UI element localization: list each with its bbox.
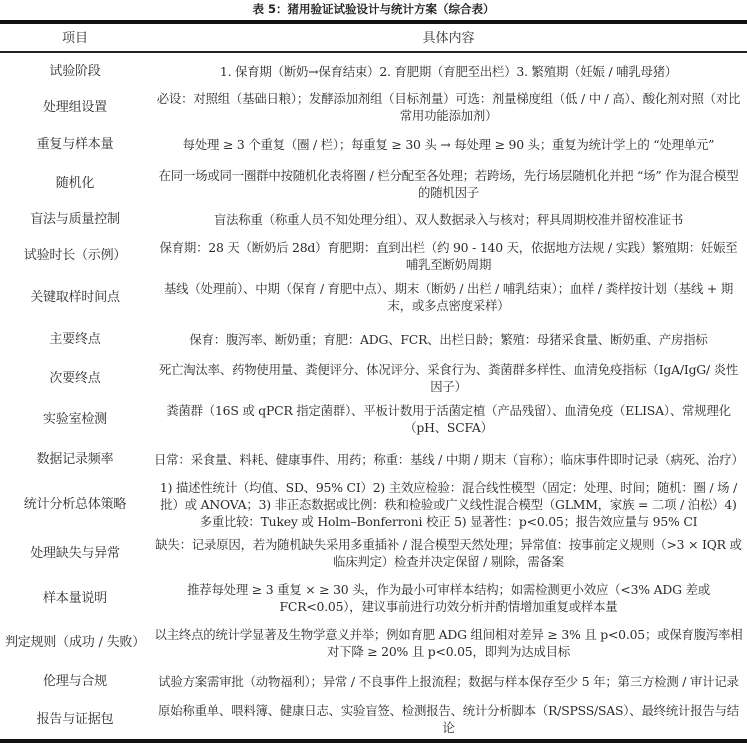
top-rule — [0, 20, 747, 24]
row-content: 保育期：28 天（断奶后 28d）育肥期：直到出栏（约 90 - 140 天，依据地方法规 / 实践）繁殖期：妊娠至哺乳至断奶周期 — [159, 239, 738, 272]
row-item: 试验阶段 — [49, 63, 101, 79]
row-content: 粪菌群（16S 或 qPCR 指定菌群）、平板计数用于活菌定植（产品残留）、血清免疫（ELISA）、常规理化（pH、SCFA） — [166, 403, 731, 435]
table-row — [0, 531, 747, 575]
table-header — [0, 26, 747, 52]
row-item: 数据记录频率 — [36, 452, 114, 467]
row-content: 在同一场或同一圈群中按随机化表将圈 / 栏分配至各处理；若跨场，先行场层随机化并把 “场” 作为混合模型的随机因子 — [158, 167, 739, 200]
table-row — [0, 275, 747, 319]
row-item: 统计分析总体策略 — [23, 497, 127, 512]
row-item: 关键取样时间点 — [30, 289, 120, 305]
row-content: 推荐每处理 ≥ 3 重复 × ≥ 30 头，作为最小可审样本结构；如需检测更小效应（<3% ADG 差或 FCR<0.05），建议事前进行功效分析并酌情增加重复或样本量 — [187, 582, 710, 614]
design-table — [0, 53, 747, 739]
row-item: 盲法与质量控制 — [30, 212, 120, 227]
row-item: 次要终点 — [49, 370, 101, 386]
table-row — [0, 478, 747, 531]
row-content: 死亡淘汰率、药物使用量、粪便评分、体况评分、采食行为、粪菌群多样性、血清免疫指标（IgA/IgG/ 炎性因子） — [158, 362, 739, 394]
row-content: 1. 保育期（断奶→保育结束）2. 育肥期（育肥至出栏）3. 繁殖期（妊娠 / 哺乳母猪） — [219, 63, 678, 79]
row-content: 必设：对照组（基础日粮）；发酵添加剂组（目标剂量）可选：剂量梯度组（低 / 中 / 高）、酸化剂对照（对比常用功能添加剂） — [156, 91, 741, 123]
row-item: 试验时长（示例） — [23, 248, 127, 263]
table-row — [0, 319, 747, 359]
table-row — [0, 125, 747, 164]
row-content: 盲法称重（称重人员不知处理分组）、双人数据录入与核对；秤具周期校准并留校准证书 — [213, 212, 684, 227]
row-item: 处理缺失与异常 — [30, 545, 120, 561]
bottom-rule — [0, 739, 747, 743]
row-content: 1) 描述性统计（均值、SD、95% CI）2) 主效应检验：混合线性模型（固定：处理、时间；随机：圈 / 场 / 批）或 ANOVA；3) 非正态数据或比例：秩和检验或广义线性混合模型（GLMM，家族 = 二项 / 泊松）4) 多重比较：Tukey 或 Holm–Bonferroni 校正 5) 显著性：p<0.05；报告效应量与 95% CI — [159, 480, 738, 529]
row-item: 样本量说明 — [42, 590, 107, 606]
row-item: 报告与证据包 — [36, 711, 114, 727]
row-content: 每处理 ≥ 3 个重复（圈 / 栏）；每重复 ≥ 30 头 → 每处理 ≥ 90 头；重复为统计学上的 “处理单元” — [182, 137, 715, 152]
header-content: 具体内容 — [422, 31, 475, 46]
table-row — [0, 397, 747, 441]
table-row — [0, 203, 747, 236]
row-content: 日常：采食量、料耗、健康事件、用药；称重：基线 / 中期 / 期末（盲称）；临床事件即时记录（病死、治疗） — [154, 452, 744, 467]
row-item: 主要终点 — [49, 331, 101, 347]
table-row — [0, 621, 747, 664]
row-item: 重复与样本量 — [36, 137, 114, 152]
table-row — [0, 664, 747, 699]
table-row — [0, 236, 747, 275]
table-row — [0, 359, 747, 397]
row-content: 原始称重单、喂料簿、健康日志、实验盲签、检测报告、统计分析脚本（R/SPSS/SAS）、最终统计报告与结论 — [158, 703, 739, 735]
row-item: 处理组设置 — [42, 99, 107, 115]
row-content: 以主终点的统计学显著及生物学意义并举；例如育肥 ADG 组间相对差异 ≥ 3% 且 p<0.05；或保育腹泻率相对下降 ≥ 20% 且 p<0.05，即判为达成目标 — [154, 626, 743, 659]
row-content: 试验方案需审批（动物福利）；异常 / 不良事件上报流程；数据与样本保存至少 5 年；第三方检测 / 审计记录 — [158, 674, 739, 689]
table-title: 表 5：猪用验证试验设计与统计方案（综合表） — [252, 2, 495, 16]
row-content: 基线（处理前）、中期（保育 / 育肥中点）、期末（断奶 / 出栏 / 哺乳结束）；血样 / 粪样按计划（基线 + 期末，或多点密度采样） — [163, 281, 734, 313]
table-row — [0, 164, 747, 203]
row-content: 保育：腹泻率、断奶重；育肥：ADG、FCR、出栏日龄；繁殖：母猪采食量、断奶重、产房指标 — [189, 331, 708, 347]
table-row — [0, 575, 747, 621]
table-row — [0, 441, 747, 478]
table-row — [0, 89, 747, 125]
row-item: 伦理与合规 — [42, 674, 107, 689]
row-item: 判定规则（成功 / 失败） — [4, 635, 146, 650]
row-content: 缺失：记录原因，若为随机缺失采用多重插补 / 混合模型天然处理；异常值：按事前定义规则（>3 × IQR 或临床判定）检查并决定保留 / 剔除，需备案 — [155, 537, 742, 569]
header-item: 项目 — [61, 31, 88, 46]
row-item: 随机化 — [55, 176, 95, 191]
table-row — [0, 699, 747, 739]
table-row — [0, 53, 747, 89]
row-item: 实验室检测 — [42, 411, 107, 427]
